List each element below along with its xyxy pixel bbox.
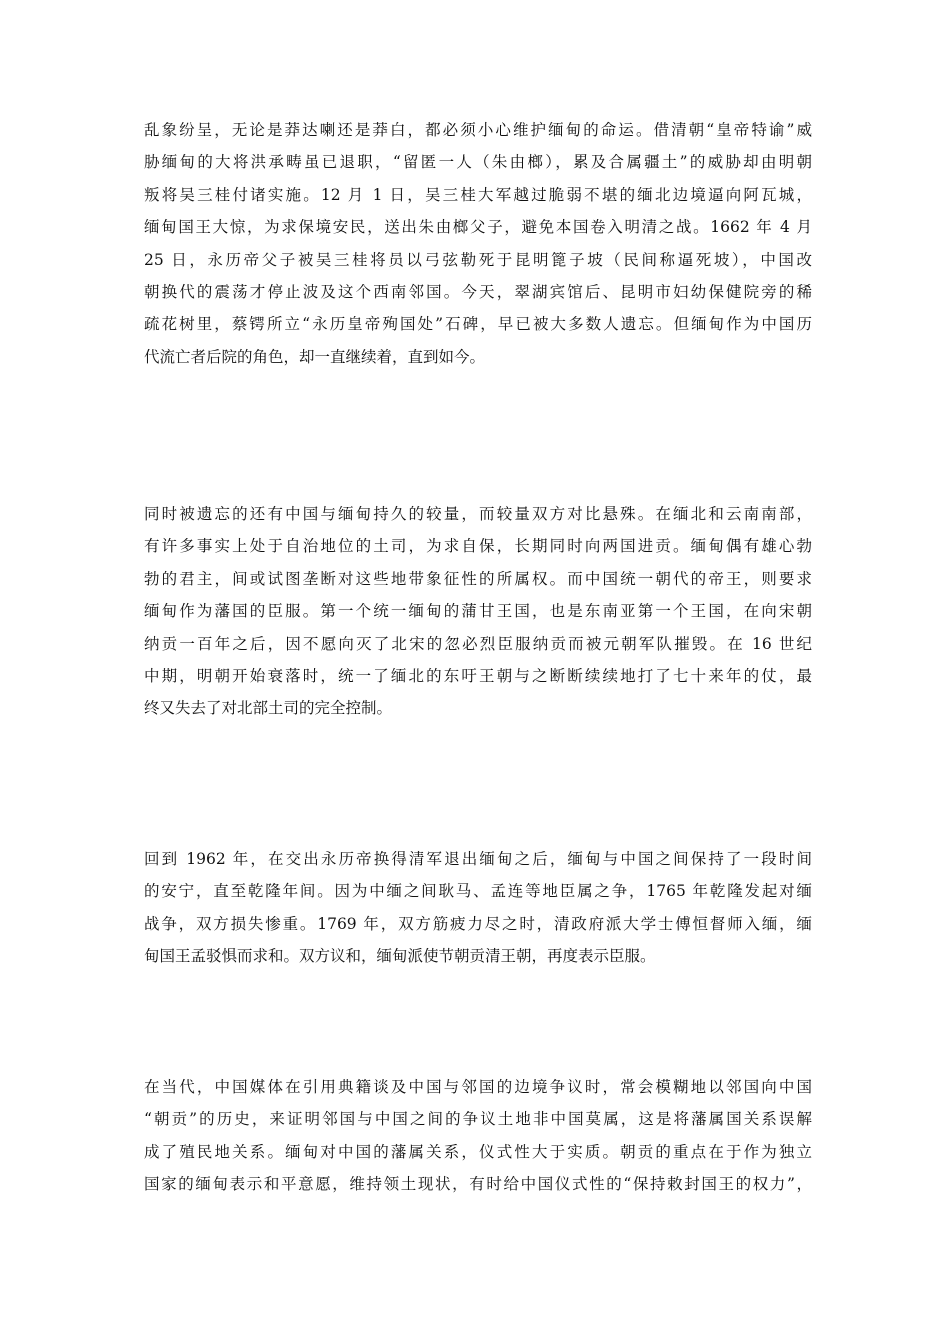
text-line: 甸国王孟驳惧而求和。双方议和，缅甸派使节朝贡清王朝，再度表示臣服。 — [144, 947, 656, 966]
text-line: 终又失去了对北部土司的完全控制。 — [144, 699, 393, 718]
text-line: 回到 1962 年，在交出永历帝换得清军退出缅甸之后，缅甸与中国之间保持了一段时间 — [144, 850, 812, 868]
text-line: 缅甸国王大惊，为求保境安民，送出朱由榔父子，避免本国卷入明清之战。1662 年 4 月 — [144, 218, 812, 237]
text-line: 中期，明朝开始衰落时，统一了缅北的东吁王朝与之断断续续地打了七十来年的仗，最 — [144, 666, 812, 685]
paragraph-3 — [144, 843, 812, 973]
text-line: “朝贡”的历史，来证明邻国与中国之间的争议土地非中国莫属，这是将藩属国关系误解 — [144, 1110, 812, 1129]
text-line: 缅甸作为藩国的臣服。第一个统一缅甸的蒲甘王国，也是东南亚第一个王国，在向宋朝 — [144, 602, 812, 621]
text-line: 有许多事实上处于自治地位的土司，为求自保，长期同时向两国进贡。缅甸偶有雄心勃 — [144, 537, 812, 556]
paragraph-1 — [144, 114, 812, 373]
text-line: 纳贡一百年之后，因不愿向灭了北宋的忽必烈臣服纳贡而被元朝军队摧毁。在 16 世纪 — [144, 634, 812, 653]
paragraph-2 — [144, 498, 812, 725]
text-line: 的安宁，直至乾隆年间。因为中缅之间耿马、孟连等地臣属之争，1765 年乾隆发起对缅 — [144, 882, 812, 901]
text-line: 代流亡者后院的角色，却一直继续着，直到如今。 — [144, 347, 486, 366]
text-line: 勃的君主，间或试图垄断对这些地带象征性的所属权。而中国统一朝代的帝王，则要求 — [144, 569, 812, 588]
text-line: 乱象纷呈，无论是莽达喇还是莽白，都必须小心维护缅甸的命运。借清朝“皇帝特谕”威 — [144, 121, 812, 139]
text-line: 战争，双方损失惨重。1769 年，双方筋疲力尽之时，清政府派大学士傅恒督师入缅，缅 — [144, 914, 812, 933]
text-line: 国家的缅甸表示和平意愿，维持领土现状，有时给中国仪式性的“保持敕封国王的权力”， — [144, 1175, 812, 1194]
text-line: 成了殖民地关系。缅甸对中国的藩属关系，仪式性大于实质。朝贡的重点在于作为独立 — [144, 1142, 812, 1161]
text-line: 叛将吴三桂付诸实施。12 月 1 日，吴三桂大军越过脆弱不堪的缅北边境逼向阿瓦城， — [144, 185, 812, 204]
text-line: 在当代，中国媒体在引用典籍谈及中国与邻国的边境争议时，常会模糊地以邻国向中国 — [144, 1078, 812, 1096]
text-line: 疏花树里，蔡锷所立“永历皇帝殉国处”石碑，早已被大多数人遗忘。但缅甸作为中国历 — [144, 315, 812, 334]
text-line: 同时被遗忘的还有中国与缅甸持久的较量，而较量双方对比悬殊。在缅北和云南南部， — [144, 505, 812, 523]
text-line: 胁缅甸的大将洪承畴虽已退职，“留匿一人（朱由榔），累及合属疆土”的威胁却由明朝 — [144, 153, 812, 172]
paragraph-4 — [144, 1071, 812, 1201]
text-line: 25 日，永历帝父子被吴三桂将员以弓弦勒死于昆明篦子坡（民间称逼死坡），中国改 — [144, 250, 812, 269]
text-line: 朝换代的震荡才停止波及这个西南邻国。今天，翠湖宾馆后、昆明市妇幼保健院旁的稀 — [144, 282, 812, 301]
